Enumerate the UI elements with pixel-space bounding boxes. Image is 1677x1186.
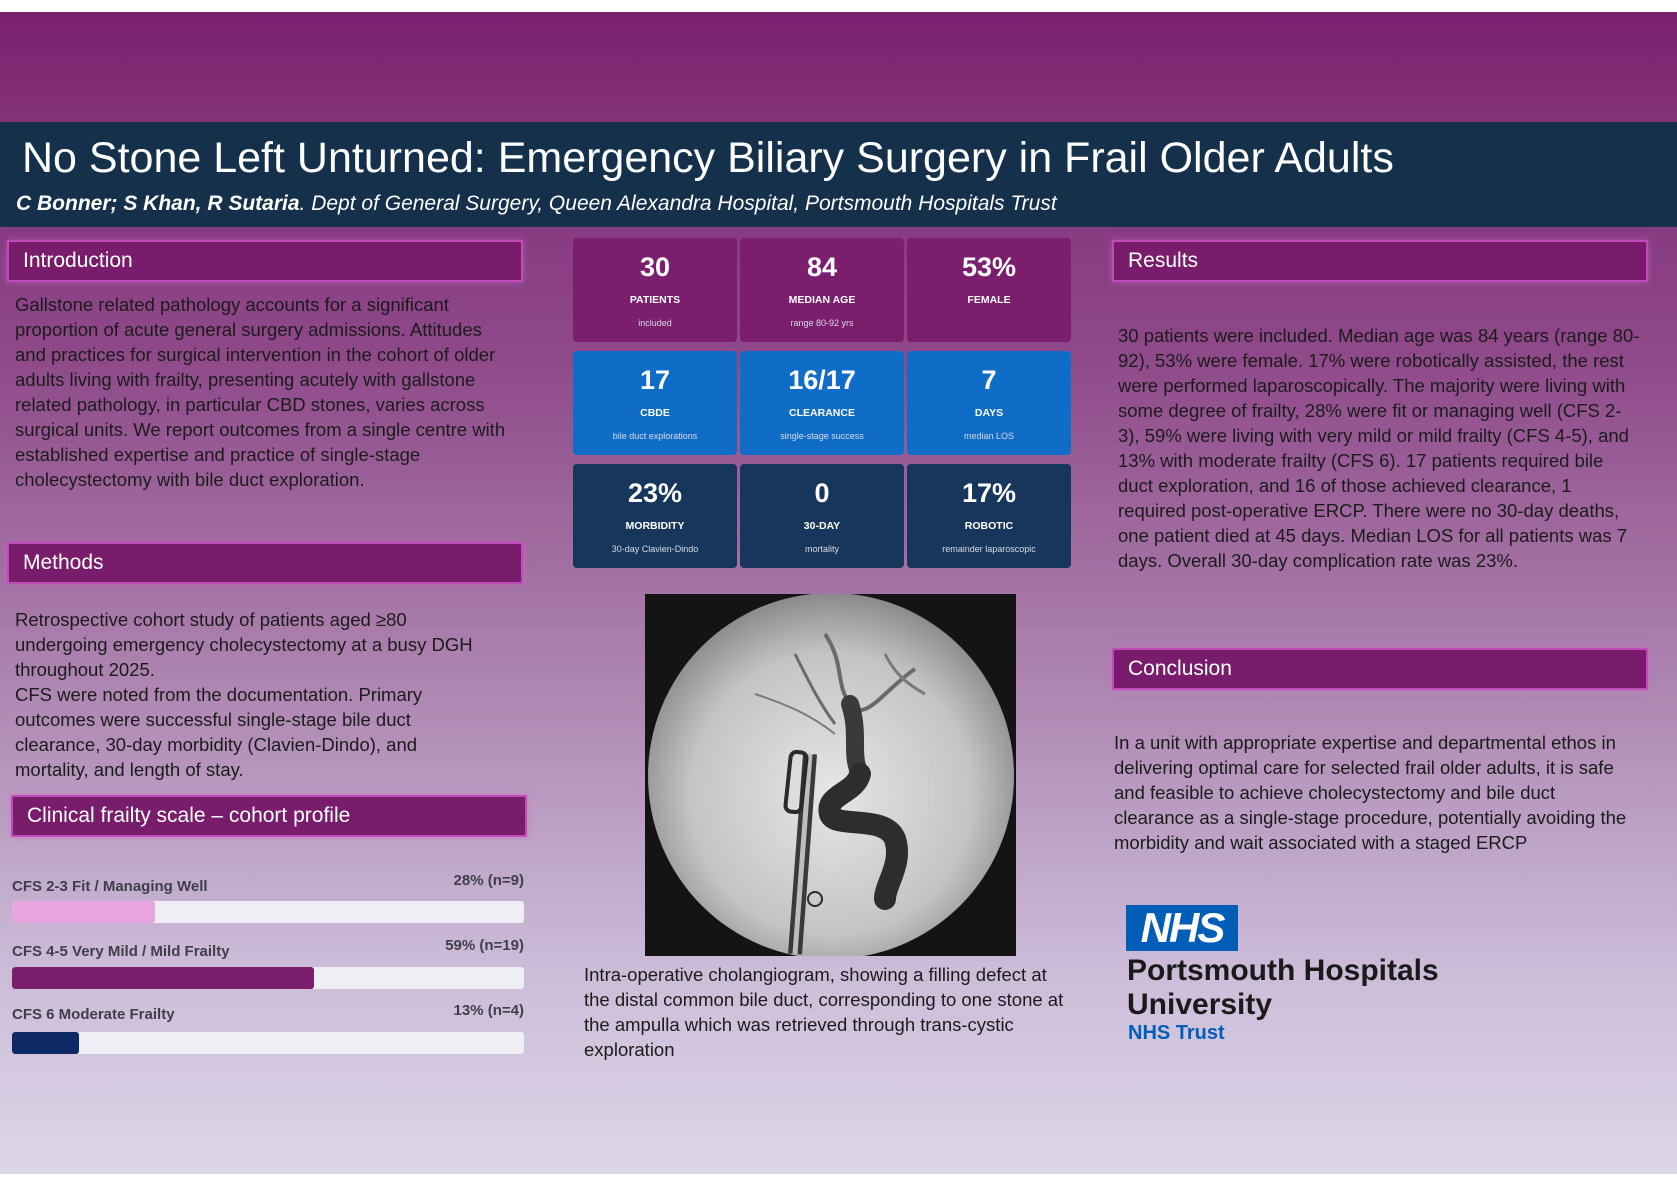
stat-card [907,238,1071,342]
stat-card [740,238,904,342]
results-text: 30 patients were included. Median age was 84 years (range 80-92), 53% were female. 17% were robotically assisted, the rest were performed laparoscopically. The majority were living with some degree of frailty, 28% were fit or managing well (CFS 2-3), 59% were living with very mild or mild frailty (CFS 4-5), and 13% with moderate frailty (CFS 6). 17 patients required bile duct exploration, and 16 of those achieved clearance, 1 required post-operative ERCP. There were no 30-day deaths, one patient died at 45 days. Median LOS for all patients was 7 days. Overall 30-day complication rate was 23%. [1118,325,1640,571]
stat-value: 16/17 [788,365,856,395]
cfs-bar-fill [12,901,155,923]
stat-subtext: 30-day Clavien-Dindo [611,544,699,554]
stat-subtext: mortality [804,544,839,554]
cfs-bar-label: CFS 2-3 Fit / Managing Well [12,878,208,895]
cfs-bar-percent: 59% (n=19) [445,937,524,954]
stat-subtext: range 80-92 yrs [790,318,854,328]
stat-value: 30 [639,252,671,282]
conclusion-heading: Conclusion [1112,648,1648,690]
frailty-heading: Clinical frailty scale – cohort profile [11,795,527,837]
methods-text-2: CFS were noted from the documentation. Primary outcomes were successful single-stage bile duct clearance, 30-day morbidity (Clavien-Dindo), and mortality, and length of stay. [15,684,423,780]
author-names: C Bonner; S Khan, R Sutaria [16,192,300,215]
cfs-bar-percent: 13% (n=4) [453,1002,524,1019]
stat-card [740,351,904,455]
stat-value: 7 [981,365,997,395]
cfs-bar-fill [12,1032,79,1054]
stat-subtext: median LOS [963,431,1015,441]
stat-label: CLEARANCE [789,407,855,419]
cfs-bar-label: CFS 6 Moderate Frailty [12,1006,175,1023]
stat-label: ROBOTIC [964,520,1014,532]
author-affiliation: . Dept of General Surgery, Queen Alexandra Hospital, Portsmouth Hospitals Trust [299,192,1057,215]
cholangiogram-image [645,594,1016,956]
stat-subtext: included [638,318,672,328]
organisation-name-line2: University [1127,988,1273,1021]
introduction-text: Gallstone related pathology accounts for a significant proportion of acute general surgery admissions. Attitudes and practices for surgical intervention in the cohort of older adults living with frailty, presenting acutely with gallstone related pathology, in particular CBD stones, varies across surgical units. We report outcomes from a single centre with established expertise and practice of single-stage cholecystectomy with bile duct exploration. [15,294,506,490]
stat-card [740,464,904,568]
stat-card [573,464,737,568]
stat-label: MORBIDITY [625,520,685,532]
methods-heading: Methods [7,542,523,584]
conclusion-text: In a unit with appropriate expertise and departmental ethos in delivering optimal care for selected frail older adults, it is safe and feasible to achieve cholecystectomy and bile duct clearance as a single-stage procedure, potentially avoiding the morbidity and wait associated with a staged ERCP [1114,732,1627,853]
cfs-bar-fill [12,967,314,989]
stat-card [907,351,1071,455]
stat-subtext: bile duct explorations [612,431,698,441]
stat-value: 17% [961,478,1017,508]
stat-card [907,464,1071,568]
results-heading: Results [1112,240,1648,282]
stat-value: 23% [627,478,683,508]
poster-title: No Stone Left Unturned: Emergency Biliary Surgery in Frail Older Adults [22,134,1394,182]
stat-subtext: single-stage success [780,431,864,441]
nhs-logo [1126,905,1238,951]
stat-value: 53% [961,252,1017,282]
authors-line [16,192,1057,216]
image-caption: Intra-operative cholangiogram, showing a filling defect at the distal common bile duct, corresponding to one stone at the ampulla which was retrieved through trans-cystic exploration [584,964,1064,1060]
poster [0,12,1677,1174]
stat-value: 84 [806,252,838,282]
stat-label: PATIENTS [629,294,681,306]
nhs-logo-text: NHS [1140,904,1224,951]
stat-value: 17 [639,365,671,395]
stat-subtext: remainder laparoscopic [942,544,1036,554]
cfs-bar-track [12,1032,524,1054]
stat-label: CBDE [640,407,670,419]
stat-label: 30-DAY [803,520,841,532]
cfs-bar-label: CFS 4-5 Very Mild / Mild Frailty [12,943,230,960]
stat-label: FEMALE [967,294,1011,306]
cfs-bar-track [12,901,524,923]
cfs-bar-track [12,967,524,989]
methods-text-1: Retrospective cohort study of patients aged ≥80 undergoing emergency cholecystectomy at a busy DGH throughout 2025. [15,609,473,680]
stat-label: MEDIAN AGE [788,294,856,306]
stat-card [573,238,737,342]
stat-label: DAYS [974,407,1004,419]
cfs-bar-percent: 28% (n=9) [453,872,524,889]
top-banner [0,12,1677,122]
organisation-name-line3: NHS Trust [1128,1022,1225,1044]
introduction-heading: Introduction [7,240,523,282]
stat-value: 0 [814,478,830,508]
organisation-name-line1: Portsmouth Hospitals [1127,954,1439,987]
stat-card [573,351,737,455]
